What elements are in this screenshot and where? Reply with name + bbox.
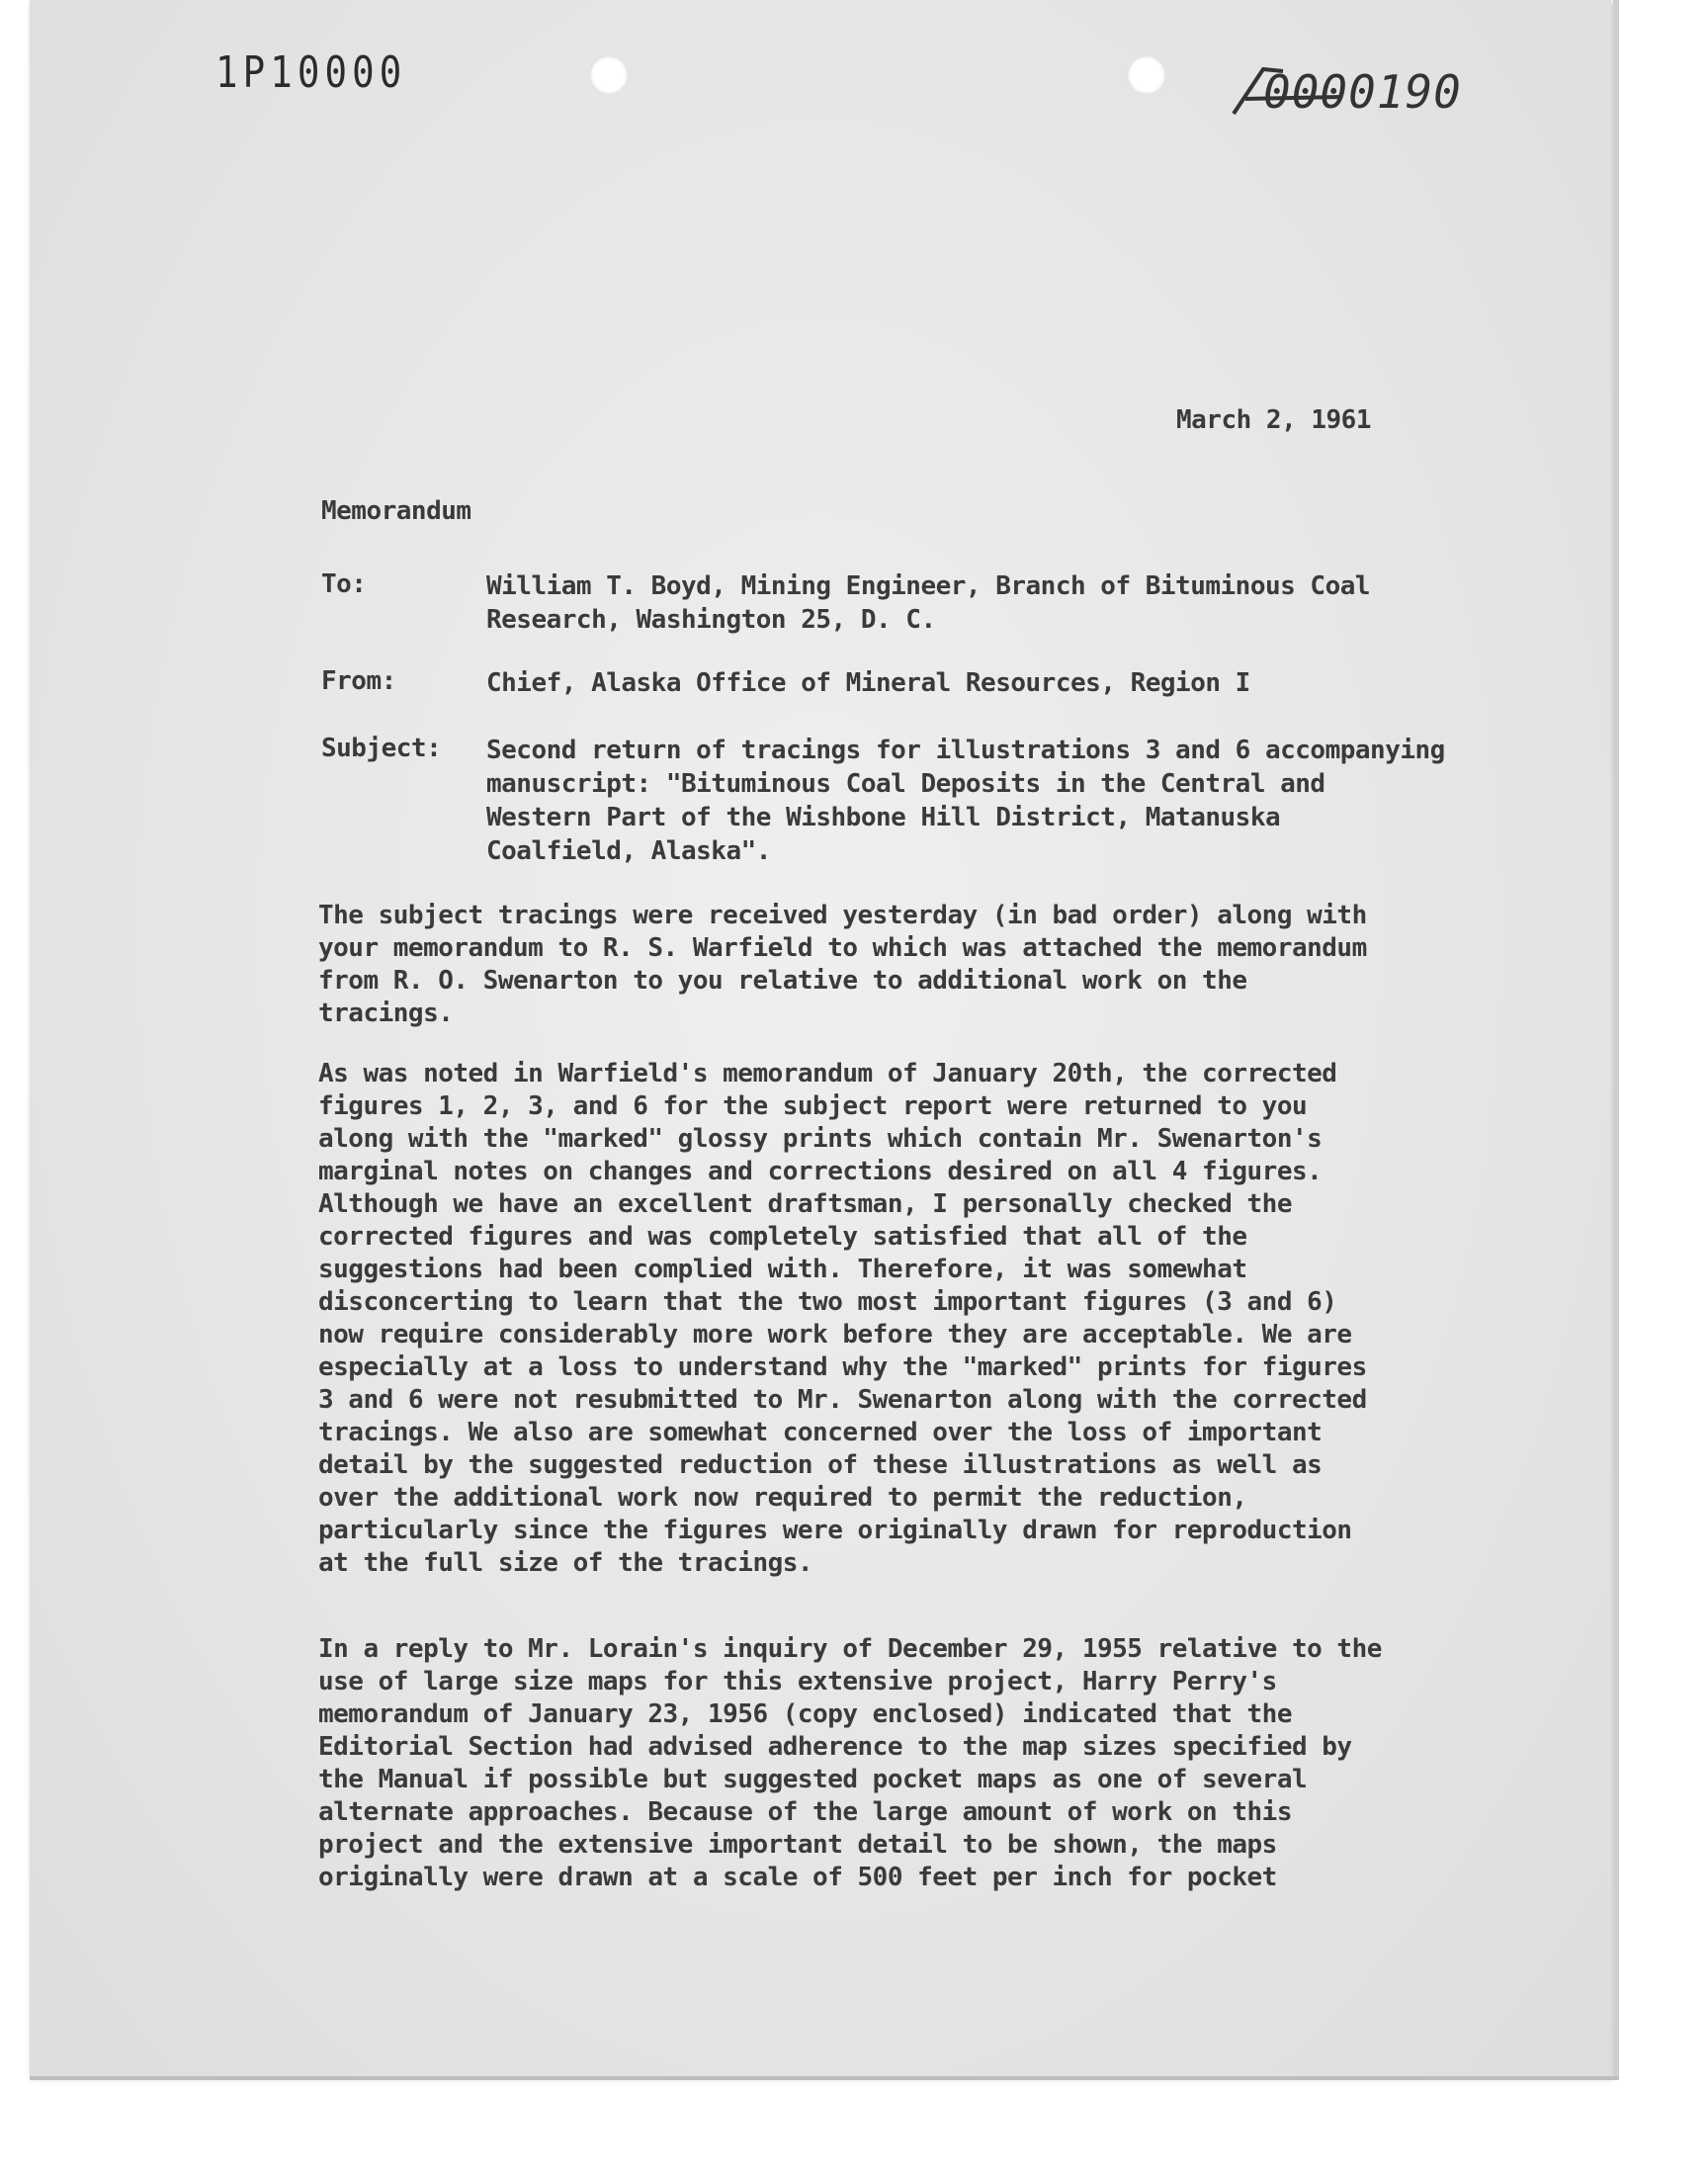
paragraph-line: tracings.: [318, 999, 454, 1028]
from-line: Chief, Alaska Office of Mineral Resources, Region I: [486, 668, 1250, 698]
subject-label: Subject:: [321, 734, 442, 763]
body-paragraph-1: [318, 900, 1593, 1030]
memo-type: Memorandum: [321, 496, 471, 526]
paragraph-line: Although we have an excellent draftsman, I personally checked the: [318, 1189, 1292, 1219]
paragraph-line: your memorandum to R. S. Warfield to which was attached the memorandum: [318, 933, 1367, 963]
page-edge-right: [1613, 0, 1619, 2076]
paragraph-line: use of large size maps for this extensive project, Harry Perry's: [318, 1667, 1277, 1696]
from-value: [486, 666, 1593, 700]
paragraph-line: alternate approaches. Because of the large amount of work on this: [318, 1797, 1292, 1827]
paragraph-line: project and the extensive important detail to be shown, the maps: [318, 1830, 1277, 1860]
strike-through-mark: [1224, 59, 1550, 129]
paragraph-line: along with the "marked" glossy prints which contain Mr. Swenarton's: [318, 1124, 1323, 1154]
to-line: William T. Boyd, Mining Engineer, Branch of Bituminous Coal: [486, 571, 1371, 601]
body-paragraph-3: [318, 1633, 1593, 1894]
paragraph-line: from R. O. Swenarton to you relative to additional work on the: [318, 966, 1247, 996]
to-label: To:: [321, 569, 367, 599]
paragraph-line: figures 1, 2, 3, and 6 for the subject report were returned to you: [318, 1091, 1308, 1121]
paragraph-line: As was noted in Warfield's memorandum of January 20th, the corrected: [318, 1059, 1337, 1088]
subject-line: manuscript: "Bituminous Coal Deposits in the Central and: [486, 769, 1325, 799]
document-number-handwritten-text: 0000190: [1263, 65, 1462, 119]
paragraph-line: especially at a loss to understand why the "marked" prints for figures: [318, 1352, 1367, 1382]
paragraph-line: 3 and 6 were not resubmitted to Mr. Swenarton along with the corrected: [318, 1385, 1367, 1415]
subject-value: [486, 734, 1593, 868]
punch-hole-left: [589, 55, 629, 95]
paragraph-line: Editorial Section had advised adherence to the map sizes specified by: [318, 1732, 1352, 1762]
document-number-stamp: 1P10000: [215, 47, 407, 98]
paragraph-line: suggestions had been complied with. Therefore, it was somewhat: [318, 1255, 1247, 1284]
body-paragraph-2: [318, 1058, 1593, 1580]
paragraph-line: the Manual if possible but suggested pocket maps as one of several: [318, 1765, 1308, 1794]
paragraph-line: tracings. We also are somewhat concerned over the loss of important: [318, 1418, 1323, 1447]
paragraph-line: now require considerably more work before they are acceptable. We are: [318, 1320, 1352, 1349]
punch-hole-right: [1127, 55, 1166, 95]
paragraph-line: at the full size of the tracings.: [318, 1548, 813, 1578]
subject-line: Second return of tracings for illustrations 3 and 6 accompanying: [486, 736, 1445, 765]
paragraph-line: corrected figures and was completely satisfied that all of the: [318, 1222, 1247, 1252]
from-label: From:: [321, 666, 396, 696]
to-value: [486, 569, 1593, 637]
paragraph-line: The subject tracings were received yesterday (in bad order) along with: [318, 901, 1367, 930]
subject-line: Coalfield, Alaska".: [486, 836, 771, 866]
page-edge-bottom: [30, 2076, 1619, 2080]
document-number-handwritten: [1224, 59, 1550, 129]
paragraph-line: over the additional work now required to permit the reduction,: [318, 1483, 1247, 1513]
paragraph-line: memorandum of January 23, 1956 (copy enclosed) indicated that the: [318, 1699, 1292, 1729]
subject-line: Western Part of the Wishbone Hill District, Matanuska: [486, 803, 1281, 832]
paragraph-line: particularly since the figures were originally drawn for reproduction: [318, 1516, 1352, 1545]
paragraph-line: marginal notes on changes and corrections desired on all 4 figures.: [318, 1157, 1323, 1186]
paragraph-line: disconcerting to learn that the two most important figures (3 and 6): [318, 1287, 1337, 1317]
paragraph-line: originally were drawn at a scale of 500 feet per inch for pocket: [318, 1863, 1277, 1892]
paragraph-line: detail by the suggested reduction of these illustrations as well as: [318, 1450, 1323, 1480]
to-line: Research, Washington 25, D. C.: [486, 605, 936, 635]
memo-date: March 2, 1961: [1176, 405, 1371, 435]
paragraph-line: In a reply to Mr. Lorain's inquiry of December 29, 1955 relative to the: [318, 1634, 1382, 1664]
